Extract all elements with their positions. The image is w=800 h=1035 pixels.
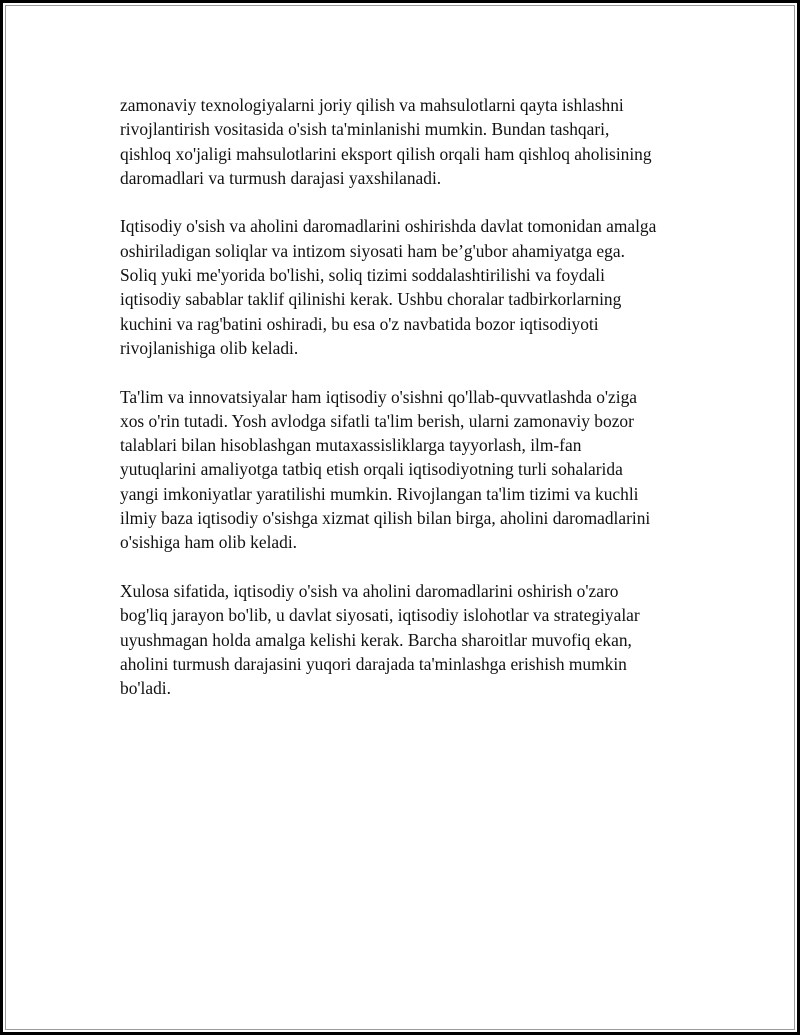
text-line: aholini turmush darajasini yuqori darajada ta'minlashga erishish mumkin [120,653,627,674]
text-line: xos o'rin tutadi. Yosh avlodga sifatli ta'lim berish, ularni zamonaviy bozor [120,410,634,431]
text-line: ilmiy baza iqtisodiy o'sishga xizmat qilish bilan birga, aholini daromadlarini [120,508,651,529]
text-line: qishloq xo'jaligi mahsulotlarini eksport qilish orqali ham qishloq aholisining [120,143,652,164]
document-body [120,93,700,725]
text-line: Iqtisodiy o'sish va aholini daromadlarini oshirishda davlat tomonidan amalga [120,216,657,237]
text-line: yutuqlarini amaliyotga tatbiq etish orqali iqtisodiyotning turli sohalarida [120,459,623,480]
paragraph [120,579,700,700]
text-line: rivojlanishiga olib keladi. [120,337,299,358]
text-line: iqtisodiy sabablar taklif qilinishi kerak. Ushbu choralar tadbirkorlarning [120,289,622,310]
text-line: daromadlari va turmush darajasi yaxshilanadi. [120,167,442,188]
paragraph [120,93,700,190]
text-line: oshiriladigan soliqlar va intizom siyosati ham be’g'ubor ahamiyatga ega. [120,240,625,261]
text-line: kuchini va rag'batini oshiradi, bu esa o'z navbatida bozor iqtisodiyoti [120,313,599,334]
text-line: rivojlantirish vositasida o'sish ta'minlanishi mumkin. Bundan tashqari, [120,119,610,140]
text-line: uyushmagan holda amalga kelishi kerak. Barcha sharoitlar muvofiq ekan, [120,629,632,650]
text-line: Xulosa sifatida, iqtisodiy o'sish va aholini daromadlarini oshirish o'zaro [120,580,619,601]
text-line: Soliq yuki me'yorida bo'lishi, soliq tizimi soddalashtirilishi va foydali [120,265,605,286]
text-line: bog'liq jarayon bo'lib, u davlat siyosati, iqtisodiy islohotlar va strategiyalar [120,605,640,626]
text-line: zamonaviy texnologiyalarni joriy qilish va mahsulotlarni qayta ishlashni [120,95,624,115]
text-line: talablari bilan hisoblashgan mutaxassisliklarga tayyorlash, ilm-fan [120,435,582,456]
paragraph [120,214,700,360]
text-line: yangi imkoniyatlar yaratilishi mumkin. Rivojlangan ta'lim tizimi va kuchli [120,483,639,504]
text-line: Ta'lim va innovatsiyalar ham iqtisodiy o'sishni qo'llab-quvvatlashda o'ziga [120,386,637,407]
text-line: o'sishiga ham olib keladi. [120,532,298,553]
text-line: bo'ladi. [120,678,171,699]
paragraph [120,385,700,555]
